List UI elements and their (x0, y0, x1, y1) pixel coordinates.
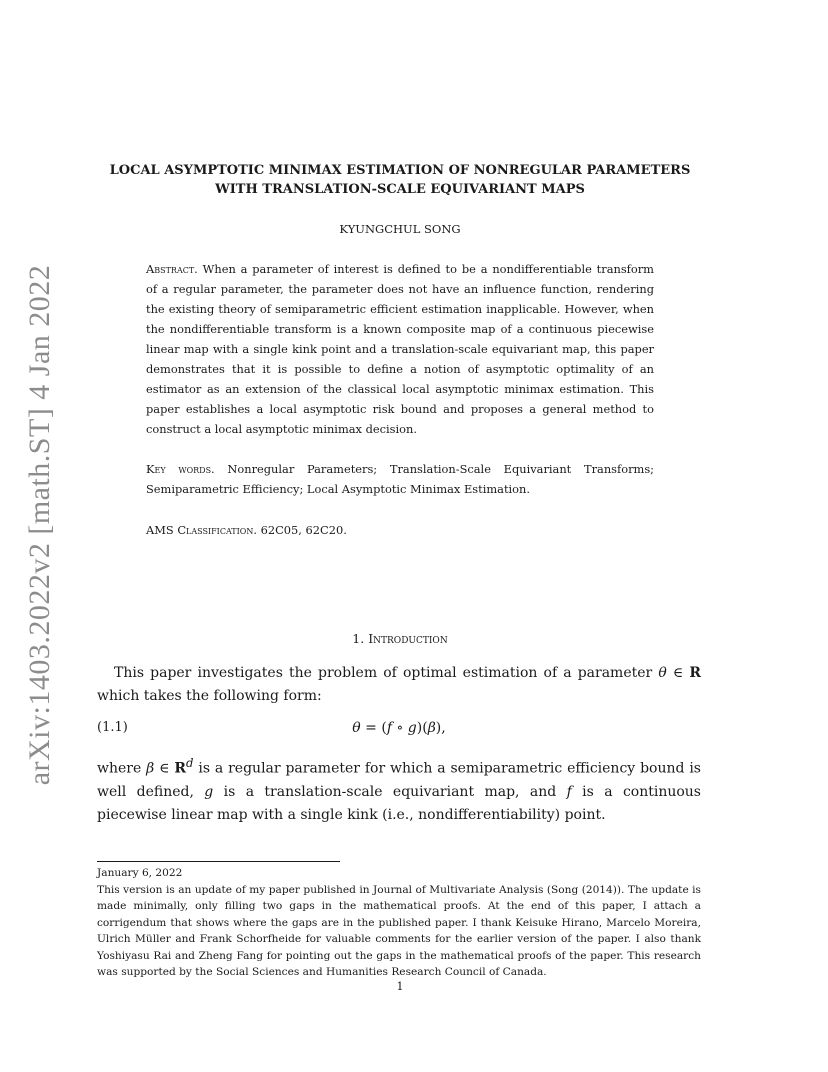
abstract (146, 259, 654, 439)
reals-symbol-2: R (174, 760, 186, 777)
eq-f: f (386, 720, 393, 736)
section-heading (100, 631, 700, 646)
section-number: 1. (352, 631, 365, 646)
eq-paren: )( (416, 720, 428, 736)
p1-text-a: This paper investigates the problem of optimal estimation of a parameter (114, 665, 659, 681)
title-line-2: WITH TRANSLATION-SCALE EQUIVARIANT MAPS (215, 182, 585, 197)
p2-text-d: is a continuous piecewise linear map with a single kink (i.e., nondifferentiability) point. (97, 783, 701, 823)
eq-beta: β (427, 720, 436, 736)
eq-theta: θ (352, 720, 361, 736)
paper-title (100, 161, 700, 199)
abstract-text: When a parameter of interest is defined to be a nondifferentiable transform of a regular parameter, the parameter does not have an influence function, rendering the existing theory of semiparametric efficient estimation inapplicable. However, when the nondifferentiable transform is a known composite map of a continuous piecewise linear map with a single kink point and a translation-scale equivariant map, this paper demonstrates that it is possible to define a notion of asymptotic optimality of an estimator as an extension of the classical local asymptotic minimax estimation. This paper establishes a local asymptotic risk bound and proposes a general method to construct a local asymptotic minimax decision. (146, 262, 654, 436)
p2-text-c: is a translation-scale equivariant map, and (213, 783, 567, 800)
equation-number: (1.1) (97, 720, 128, 735)
eq-g: g (407, 720, 417, 736)
ams-label-prefix: AMS (146, 523, 178, 537)
keywords-label: Key words. (146, 462, 215, 476)
p1-text-b: which takes the following form: (97, 688, 322, 704)
equation-1-1 (97, 720, 701, 744)
ams-codes: 62C05, 62C20. (260, 523, 347, 537)
g-symbol: g (204, 783, 214, 800)
ams-classification (146, 520, 654, 540)
title-line-1: LOCAL ASYMPTOTIC MINIMAX ESTIMATION OF NONREGULAR PARAMETERS (109, 163, 691, 178)
dimension-d: d (186, 756, 194, 770)
eq-equals: = ( (360, 720, 387, 736)
in-symbol-2: ∈ (154, 760, 175, 777)
footnote-rule (97, 861, 340, 862)
footnote-date: January 6, 2022 (97, 867, 183, 879)
page-number: 1 (396, 980, 404, 993)
section-title: Introduction (368, 631, 448, 646)
eq-compose: ∘ (392, 720, 408, 736)
footnote (97, 865, 701, 981)
keywords (146, 459, 654, 499)
arxiv-identifier: arXiv:1403.2022v2 [math.ST] 4 Jan 2022 (23, 264, 56, 786)
equation-body (97, 720, 701, 736)
f-symbol: f (566, 783, 572, 800)
footnote-text: This version is an update of my paper published in Journal of Multivariate Analysis (Song (2014)). The update is made minimally, only filling two gaps in the mathematical proofs. At the end of this paper, I attach a corrigendum that shows where the gaps are in the published paper. I thank Keisuke Hirano, Marcelo Moreira, Ulrich Müller and Frank Schorfheide for valuable comments for the earlier version of the paper. I also thank Yoshiyasu Rai and Zheng Fang for pointing out the gaps in the mathematical proofs of the paper. This research was supported by the Social Sciences and Humanities Research Council of Canada. (97, 883, 701, 978)
ams-label: Classification. (177, 523, 257, 537)
intro-paragraph-1 (97, 662, 701, 708)
eq-end: ), (435, 720, 446, 736)
keywords-text: Nonregular Parameters; Translation-Scale Equivariant Transforms; Semiparametric Efficiency; Local Asymptotic Minimax Estimation. (146, 462, 654, 496)
theta-symbol: θ (658, 665, 667, 681)
p2-text-a: where (97, 760, 147, 777)
abstract-label: Abstract. (146, 262, 198, 276)
author-name: KYUNGCHUL SONG (339, 222, 461, 236)
p2-text-b: is a regular parameter for which a semiparametric efficiency bound is well defined, (97, 760, 701, 800)
intro-paragraph-2 (97, 752, 701, 827)
beta-symbol: β (146, 760, 155, 777)
in-symbol: ∈ (666, 665, 690, 681)
reals-symbol: R (689, 665, 701, 681)
arxiv-sidebar (0, 0, 80, 1072)
